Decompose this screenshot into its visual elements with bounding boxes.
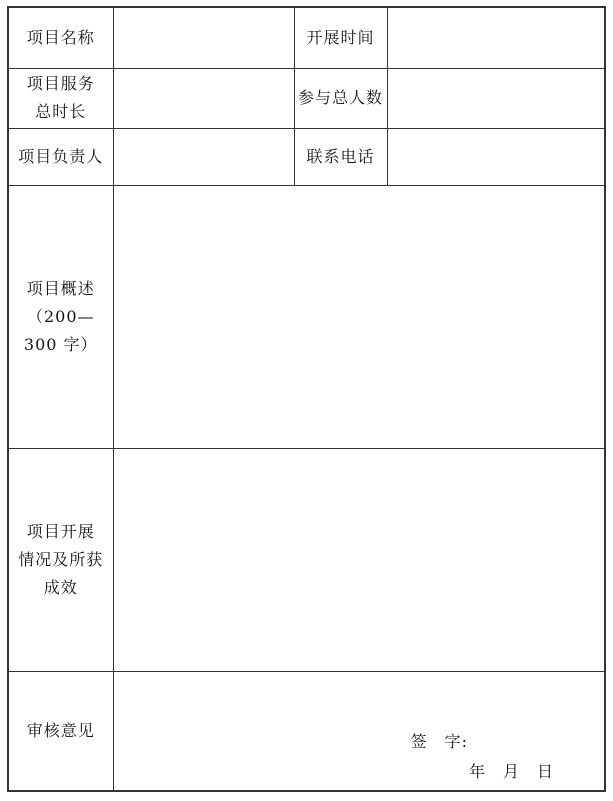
field-label-text: 总时长	[35, 102, 87, 121]
field-label-text: 开展时间	[306, 27, 375, 47]
field-label-text: 成效	[43, 577, 78, 597]
signature-line: 签 字:	[410, 732, 468, 751]
field-label-text: 参与总人数	[297, 88, 383, 107]
table-row	[8, 128, 605, 185]
field-value-contact-phone[interactable]	[387, 128, 605, 185]
field-label-text: 联系电话	[306, 146, 375, 166]
project-summary-form	[7, 6, 606, 792]
table-row	[8, 7, 605, 68]
field-label-text: 项目概述	[26, 278, 95, 298]
field-label-contact-phone	[294, 128, 387, 185]
field-label-text: 项目负责人	[18, 146, 104, 166]
table-row	[8, 68, 605, 128]
field-value-project-name[interactable]	[113, 7, 294, 68]
field-label-text: 项目名称	[26, 27, 95, 47]
field-label-project-name	[8, 7, 113, 68]
field-value-total-participants[interactable]	[387, 68, 605, 128]
field-value-project-overview[interactable]	[113, 185, 605, 448]
field-label-total-participants	[294, 68, 387, 128]
field-label-project-leader	[8, 128, 113, 185]
field-label-start-time	[294, 7, 387, 68]
field-label-text: 项目服务	[26, 74, 95, 93]
field-value-project-leader[interactable]	[113, 128, 294, 185]
field-label-text: 300 字）	[23, 334, 98, 354]
field-value-total-service-hours[interactable]	[113, 68, 294, 128]
field-label-text: 项目开展	[26, 521, 95, 541]
field-label-text: （200—	[26, 306, 95, 326]
field-label-project-progress	[8, 448, 113, 671]
field-label-text: 审核意见	[26, 720, 95, 740]
field-label-review-comments	[8, 671, 113, 791]
table-row	[8, 671, 605, 791]
field-label-project-overview	[8, 185, 113, 448]
field-value-project-progress[interactable]	[113, 448, 605, 671]
date-line: 年 月 日	[468, 762, 554, 781]
table-row	[8, 185, 605, 448]
field-label-text: 情况及所获	[18, 549, 104, 569]
field-label-total-service-hours	[8, 68, 113, 128]
field-value-start-time[interactable]	[387, 7, 605, 68]
signature-block	[114, 727, 605, 787]
table-row	[8, 448, 605, 671]
field-value-review-comments[interactable]	[113, 671, 605, 791]
